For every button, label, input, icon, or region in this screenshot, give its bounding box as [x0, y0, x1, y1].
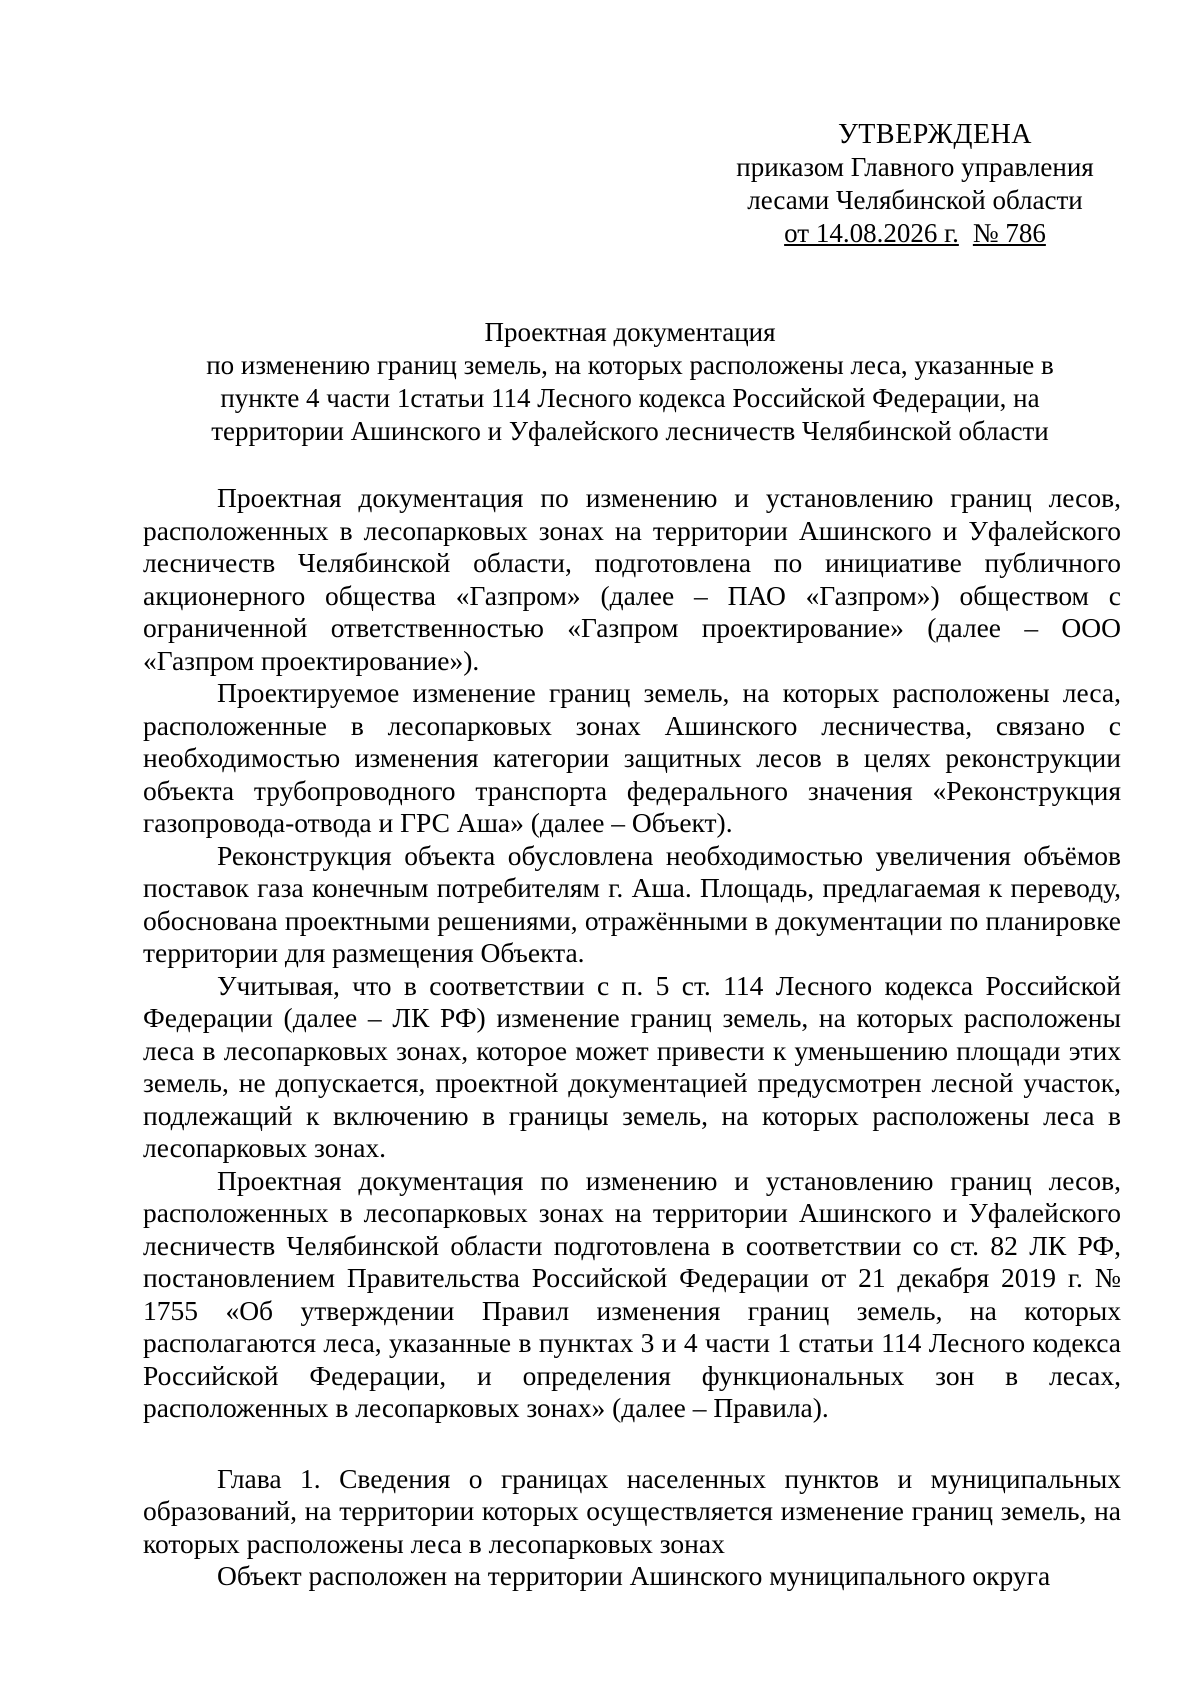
approval-title: УТВЕРЖДЕНА [837, 119, 1033, 150]
paragraph: Объект расположен на территории Ашинского муниципального округа [217, 1560, 1051, 1591]
document-title-line-3: пункте 4 части 1статьи 114 Лесного кодекса Российской Федерации, на [220, 383, 1040, 413]
approval-date: от 14.08.2026 г. [784, 218, 959, 248]
paragraph: Проектируемое изменение границ земель, на которых расположены леса, расположенные в лесопарковых зонах Ашинского лесничества, связано с необходимостью изменения категории защитных лесов в целях реконструкции объекта трубопроводного транспорта федерального значения «Реконструкция газопровода-отвода и ГРС Аша» (далее – Объект). [143, 677, 1121, 838]
document-title-line-1: Проектная документация [484, 317, 776, 347]
document-title-line-4: территории Ашинского и Уфалейского лесничеств Челябинской области [211, 416, 1049, 446]
approval-signature [784, 217, 1046, 250]
approval-line-2: лесами Челябинской области [747, 185, 1083, 215]
paragraph: Реконструкция объекта обусловлена необходимостью увеличения объёмов поставок газа конечным потребителям г. Аша. Площадь, предлагаемая к переводу, обоснована проектными решениями, отражёнными в документации по планировке территории для размещения Объекта. [143, 839, 1121, 968]
document-body [143, 482, 1121, 1593]
chapter-heading: Глава 1. Сведения о границах населенных пунктов и муниципальных образований, на территории которых осуществляется изменение границ земель, на которых расположены леса в лесопарковых зонах [143, 1462, 1121, 1559]
approval-line-1: приказом Главного управления [736, 152, 1094, 182]
document-title-line-2: по изменению границ земель, на которых расположены леса, указанные в [206, 350, 1054, 380]
paragraph: Учитывая, что в соответствии с п. 5 ст. 114 Лесного кодекса Российской Федерации (далее – ЛК РФ) изменение границ земель, на которых расположены леса в лесопарковых зонах, которое может привести к уменьшению площади этих земель, не допускается, проектной документацией предусмотрен лесной участок, подлежащий к включению в границы земель, на которых расположены леса в лесопарковых зонах. [143, 969, 1121, 1163]
approval-number: № 786 [972, 218, 1046, 248]
document-title [140, 316, 1120, 448]
approval-stamp [700, 118, 1130, 250]
paragraph: Проектная документация по изменению и установлению границ лесов, расположенных в лесопарковых зонах на территории Ашинского и Уфалейского лесничеств Челябинской области, подготовлена по инициативе публичного акционерного общества «Газпром» (далее – ПАО «Газпром») обществом с ограниченной ответственностью «Газпром проектирование» (далее – ООО «Газпром проектирование»). [143, 482, 1121, 676]
paragraph: Проектная документация по изменению и установлению границ лесов, расположенных в лесопарковых зонах на территории Ашинского и Уфалейского лесничеств Челябинской области подготовлена в соответствии со ст. 82 ЛК РФ, постановлением Правительства Российской Федерации от 21 декабря 2019 г. № 1755 «Об утверждении Правил изменения границ земель, на которых располагаются леса, указанные в пунктах 3 и 4 части 1 статьи 114 Лесного кодекса Российской Федерации, и определения функциональных зон в лесах, расположенных в лесопарковых зонах» (далее – Правила). [143, 1164, 1121, 1423]
